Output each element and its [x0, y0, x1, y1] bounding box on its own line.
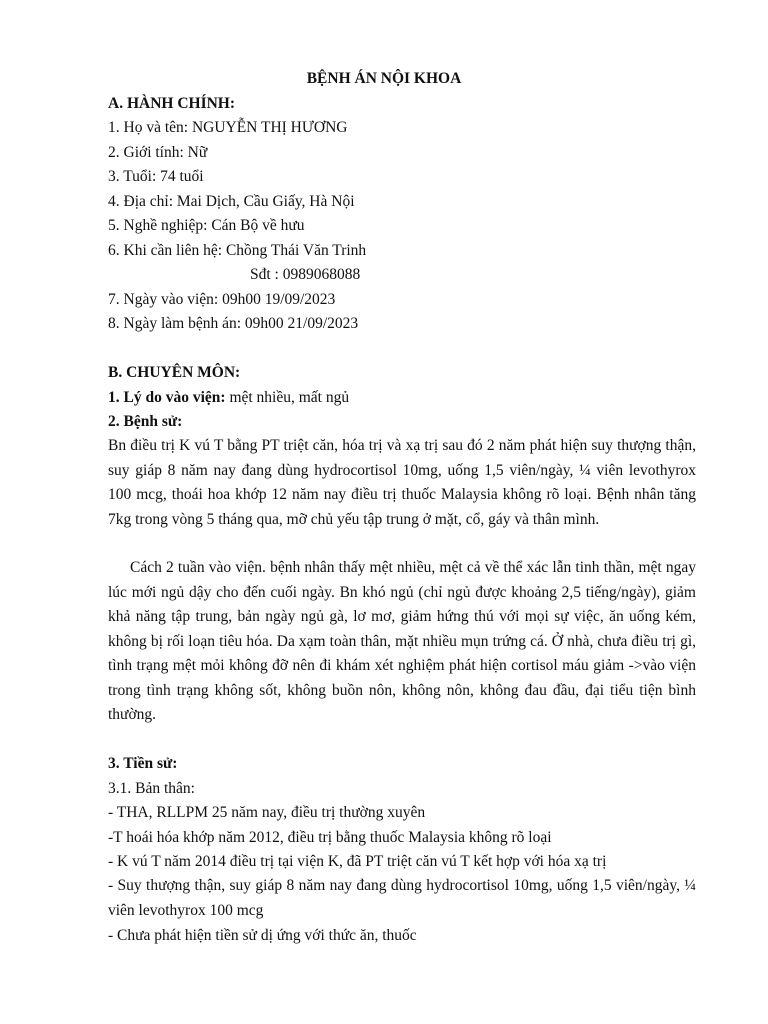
admin-line-record-date: 8. Ngày làm bệnh án: 09h00 21/09/2023: [108, 315, 359, 332]
past-history-item: - THA, RLLPM 25 năm nay, điều trị thường xuyên: [108, 804, 426, 821]
admin-line-contact: 6. Khi cần liên hệ: Chồng Thái Văn Trinh: [108, 242, 367, 259]
admin-line-name: 1. Họ và tên: NGUYỄN THỊ HƯƠNG: [108, 119, 348, 136]
reason-value: mệt nhiều, mất ngủ: [225, 389, 350, 406]
admin-line-occupation: 5. Nghề nghiệp: Cán Bộ về hưu: [108, 217, 305, 234]
admin-line-address: 4. Địa chỉ: Mai Dịch, Cầu Giấy, Hà Nội: [108, 193, 355, 210]
past-history-item: - K vú T năm 2014 điều trị tại viện K, đã PT triệt căn vú T kết hợp với hóa xạ trị: [108, 853, 607, 870]
professional-heading: B. CHUYÊN MÔN:: [108, 364, 241, 381]
past-history-item: - Chưa phát hiện tiền sử dị ứng với thức ăn, thuốc: [108, 927, 417, 944]
admin-line-phone: Sđt : 0989068088: [250, 266, 361, 283]
reason-label: 1. Lý do vào viện:: [108, 389, 226, 406]
admin-line-admission-date: 7. Ngày vào viện: 09h00 19/09/2023: [108, 291, 336, 308]
reason-line: [108, 388, 349, 408]
history-heading: 2. Bệnh sử:: [108, 413, 183, 430]
history-paragraph-2: Cách 2 tuần vào viện. bệnh nhân thấy mệt nhiều, mệt cả về thể xác lẫn tinh thần, mệt ngay lúc mới ngủ dậy cho đến cuối ngày. Bn khó ngủ (chỉ ngủ được khoảng 2,5 tiếng/ngày), giảm khả năng tập trung, bản ngày ngủ gà, lơ mơ, giảm hứng thú với mọi sự việc, ăn uống kém, không bị rối loạn tiêu hóa. Da xạm toàn thân, mặt nhiều mụn trứng cá. Ở nhà, chưa điều trị gì, tình trạng mệt mỏi không đỡ nên đi khám xét nghiệm phát hiện cortisol máu giảm ->vào viện trong tình trạng không sốt, không buồn nôn, không nôn, không đau đầu, đại tiểu tiện bình thường.: [108, 559, 696, 723]
self-history-heading: 3.1. Bản thân:: [108, 780, 195, 797]
past-history-item: - Suy thượng thận, suy giáp 8 năm nay đang dùng hydrocortisol 10mg, uống 1,5 viên/ngày, ¼ viên levothyrox 100 mcg: [108, 877, 696, 919]
past-history-heading: 3. Tiền sử:: [108, 755, 178, 772]
past-history-item: -T hoái hóa khớp năm 2012, điều trị bằng thuốc Malaysia không rõ loại: [108, 829, 552, 846]
admin-heading: A. HÀNH CHÍNH:: [108, 95, 236, 112]
admin-line-age: 3. Tuổi: 74 tuổi: [108, 168, 204, 185]
history-paragraph-1: Bn điều trị K vú T bằng PT triệt căn, hóa trị và xạ trị sau đó 2 năm phát hiện suy thượng thận, suy giáp 8 năm nay đang dùng hydrocortisol 10mg, uống 1,5 viên/ngày, ¼ viên levothyrox 100 mcg, thoái hoa khớp 12 năm nay điều trị thuốc Malaysia không rõ loại. Bệnh nhân tăng 7kg trong vòng 5 tháng qua, mỡ chủ yếu tập trung ở mặt, cổ, gáy và thân mình.: [108, 437, 696, 528]
admin-line-gender: 2. Giới tính: Nữ: [108, 144, 208, 161]
document-title: BỆNH ÁN NỘI KHOA: [306, 70, 462, 87]
